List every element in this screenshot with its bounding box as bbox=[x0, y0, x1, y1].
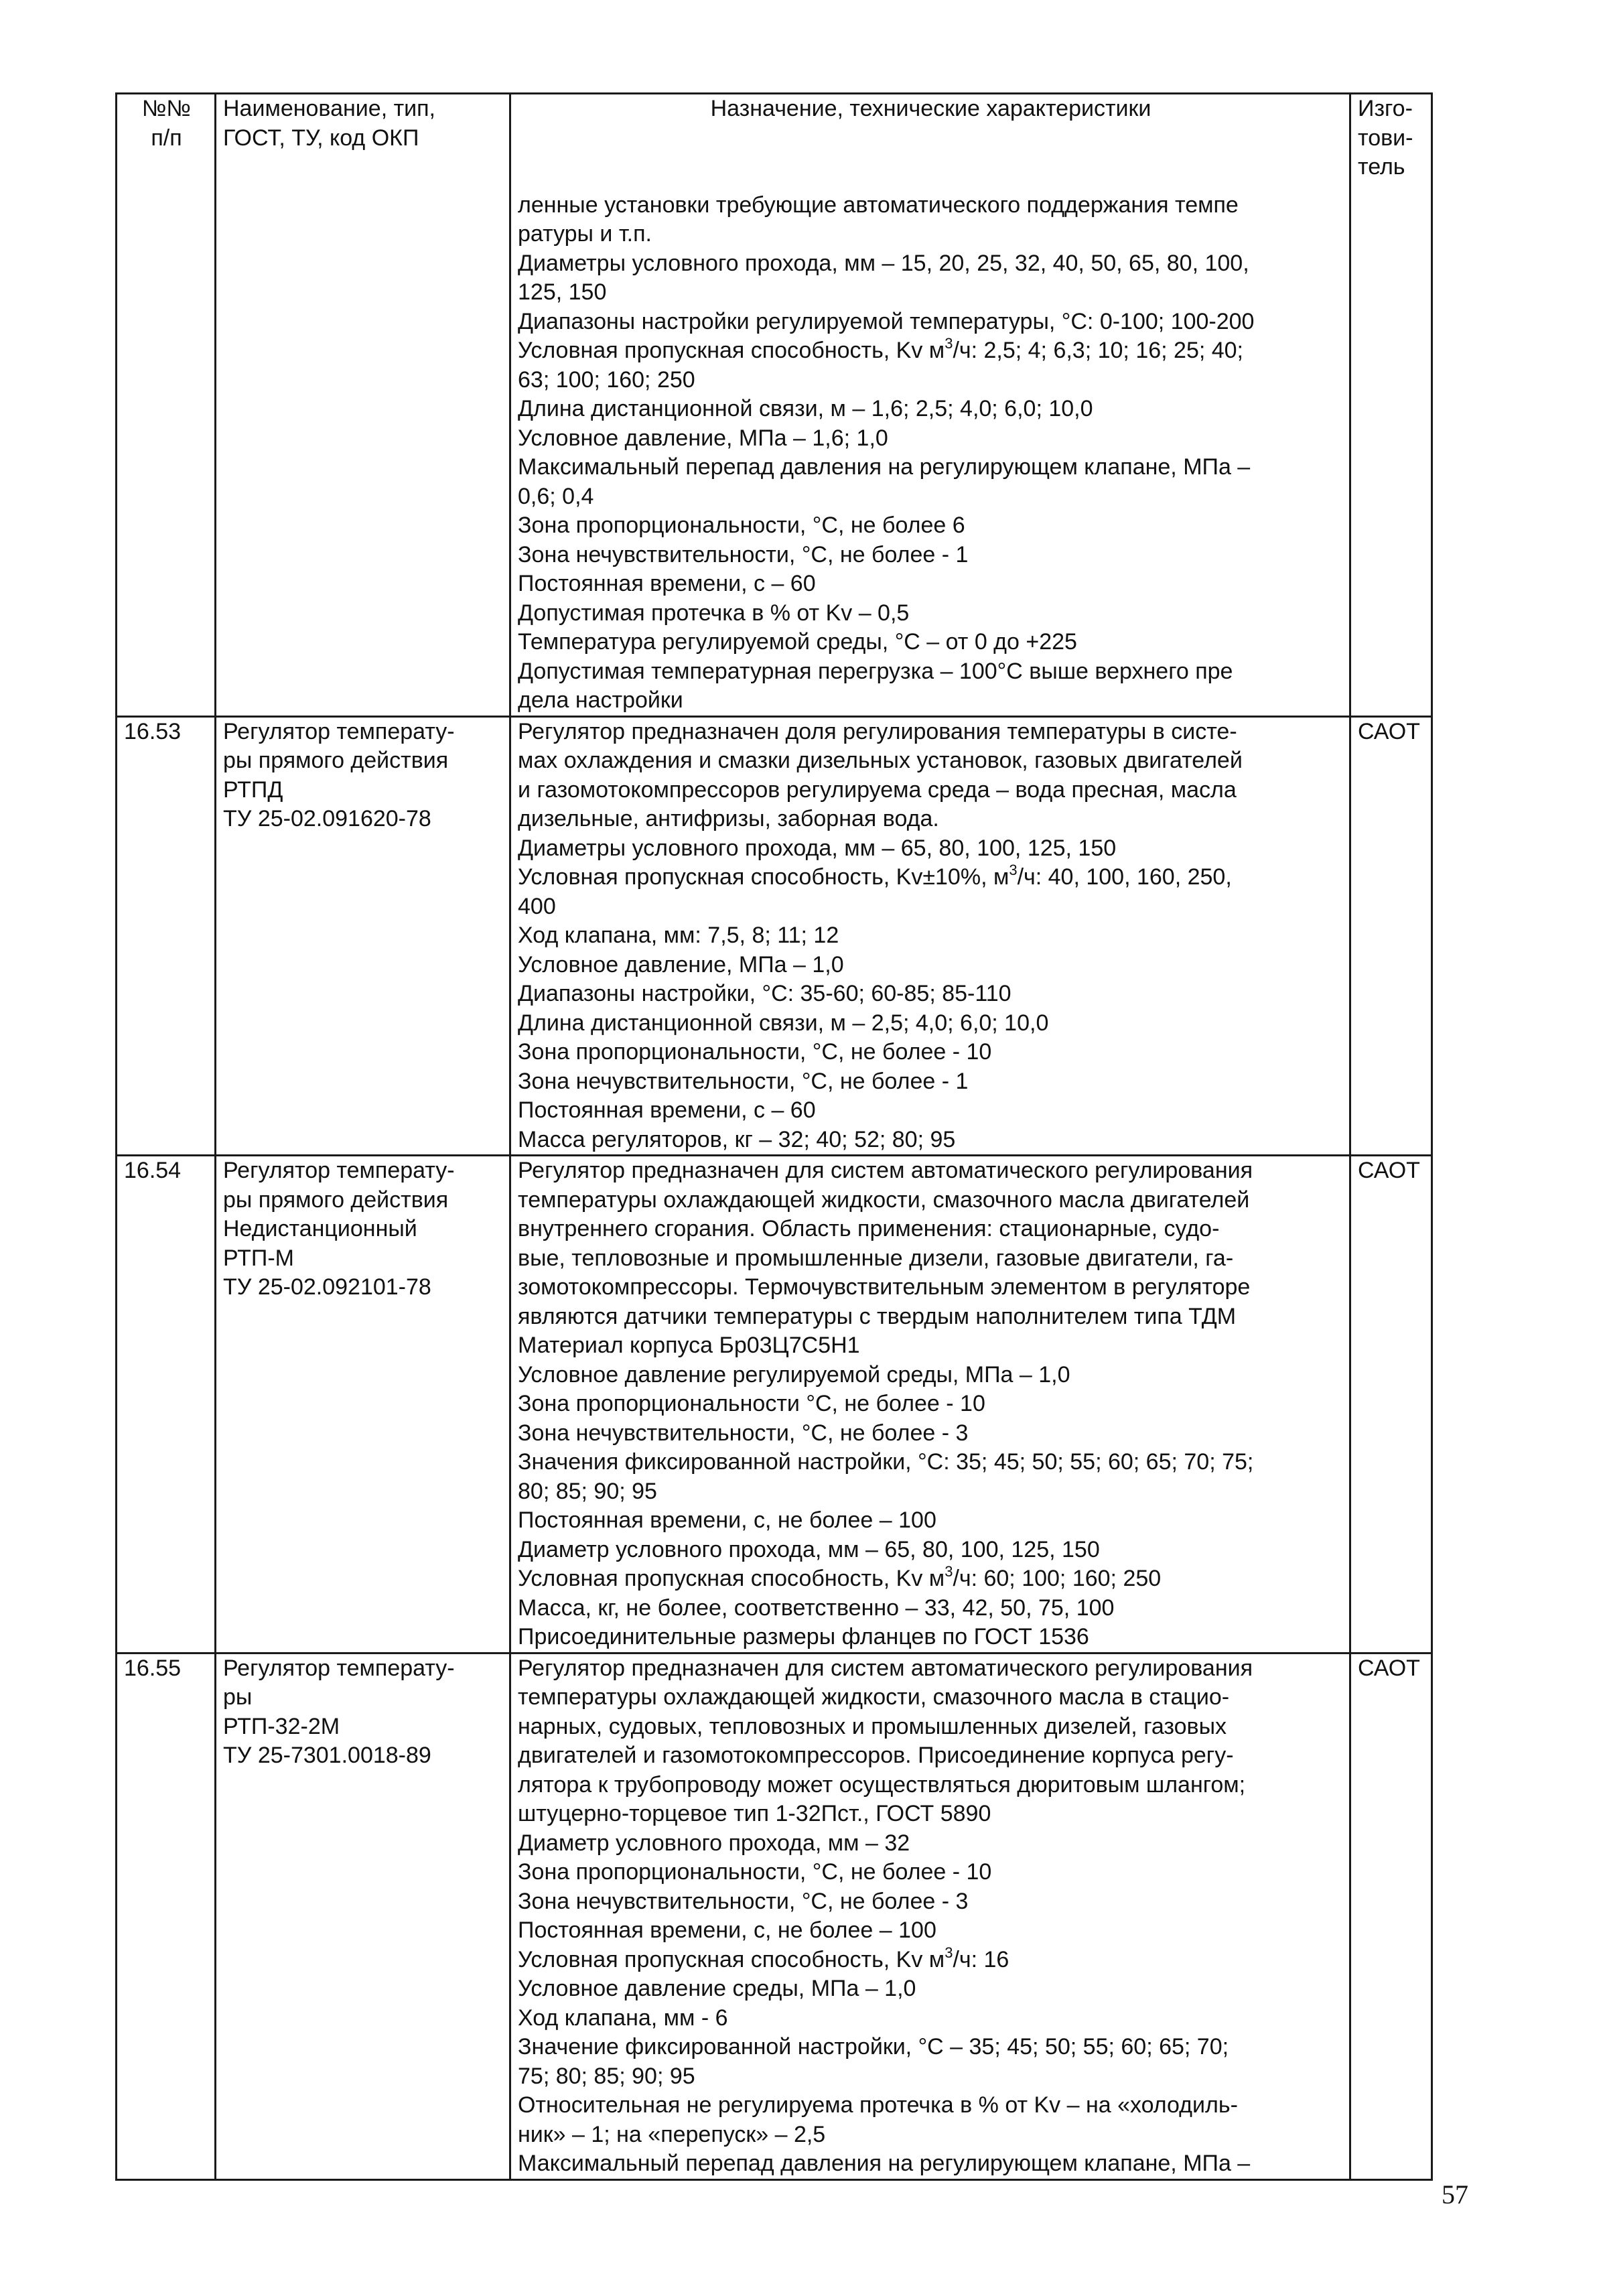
row-desc-line: Условное давление регулируемой среды, МПа – 1,0 bbox=[518, 1361, 1070, 1388]
row-desc-line: двигателей и газомотокомпрессоров. Присоединение корпуса регу- bbox=[518, 1743, 1234, 1768]
row-desc-line: штуцерно-торцевое тип 1-32Пст., ГОСТ 5890 bbox=[518, 1801, 991, 1826]
continuation-line: 125, 150 bbox=[518, 279, 607, 305]
row-desc-line: Постоянная времени, с, не более – 100 bbox=[518, 1507, 936, 1533]
header-num-cell bbox=[117, 94, 216, 717]
header-num-line-2: п/п bbox=[151, 125, 182, 151]
row-name-line: Недистанционный bbox=[223, 1216, 417, 1241]
continuation-line: Максимальный перепад давления на регулирующем клапане, МПа – bbox=[518, 454, 1251, 480]
row-name-line: ТУ 25-02.091620-78 bbox=[223, 806, 431, 831]
row-desc-line: Диаметр условного прохода, мм – 32 bbox=[518, 1830, 910, 1856]
row-desc-line: Присоединительные размеры фланцев по ГОСТ 1536 bbox=[518, 1624, 1089, 1649]
continuation-line: Диаметры условного прохода, мм – 15, 20, 25, 32, 40, 50, 65, 80, 100, bbox=[518, 250, 1249, 276]
header-desc: Назначение, технические характеристики bbox=[710, 96, 1152, 121]
row-desc-line: Зона нечувствительности, °С, не более - 3 bbox=[518, 1888, 969, 1914]
table-row bbox=[117, 716, 1432, 1156]
header-mfr-line-2: тови- bbox=[1358, 125, 1413, 151]
row-desc-line: Значение фиксированной настройки, °С – 35; 45; 50; 55; 60; 65; 70; bbox=[518, 2034, 1229, 2059]
row-desc-line: Значения фиксированной настройки, °С: 35; 45; 50; 55; 60; 65; 70; 75; bbox=[518, 1449, 1254, 1475]
continuation-line: ратуры и т.п. bbox=[518, 221, 652, 247]
table-header-row bbox=[117, 94, 1432, 717]
row-mfr-cell bbox=[1350, 1653, 1432, 2179]
row-desc-line: Условная пропускная способность, Kv $м^3/ч$: 16 bbox=[518, 1944, 1009, 1972]
row-desc-line: Постоянная времени, с – 60 bbox=[518, 1097, 816, 1123]
row-name-line: Регулятор температу- bbox=[223, 1158, 455, 1183]
table-row bbox=[117, 1156, 1432, 1653]
row-desc-line: мах охлаждения и смазки дизельных установок, газовых двигателей bbox=[518, 748, 1243, 773]
continuation-text bbox=[518, 191, 1344, 716]
row-desc-line: Зона пропорциональности, °С, не более - 10 bbox=[518, 1859, 992, 1885]
row-name-line: ры прямого действия bbox=[223, 748, 449, 773]
row-desc-line: нарных, судовых, тепловозных и промышленных дизелей, газовых bbox=[518, 1713, 1227, 1739]
row-desc-line: 400 bbox=[518, 893, 556, 919]
row-desc-cell bbox=[510, 1156, 1350, 1653]
row-name-cell bbox=[216, 1653, 510, 2179]
row-desc-line: Зона нечувствительности, °С, не более - 1 bbox=[518, 1068, 969, 1094]
continuation-line: Зона нечувствительности, °С, не более - 1 bbox=[518, 541, 969, 567]
continuation-line: 0,6; 0,4 bbox=[518, 483, 594, 509]
row-desc-line: Условное давление, МПа – 1,0 bbox=[518, 951, 844, 977]
continuation-line: ленные установки требующие автоматического поддержания темпе bbox=[518, 192, 1239, 218]
row-name-line: ТУ 25-02.092101-78 bbox=[223, 1274, 431, 1300]
header-num-line-1: №№ bbox=[142, 96, 191, 121]
row-manufacturer: САОТ bbox=[1358, 1655, 1420, 1681]
continuation-line: 63; 100; 160; 250 bbox=[518, 366, 695, 393]
continuation-line: Условное давление, МПа – 1,6; 1,0 bbox=[518, 425, 888, 451]
spec-table bbox=[115, 92, 1433, 2181]
row-desc-line: Относительная не регулируема протечка в % от Kv – на «холодиль- bbox=[518, 2092, 1238, 2118]
row-desc-line: Регулятор предназначен для систем автоматического регулирования bbox=[518, 1158, 1253, 1183]
row-name-line: ТУ 25-7301.0018-89 bbox=[223, 1743, 431, 1768]
row-desc-line: Ход клапана, мм: 7,5, 8; 11; 12 bbox=[518, 923, 839, 948]
row-name-line: Регулятор температу- bbox=[223, 1655, 455, 1681]
row-desc-line: ник» – 1; на «перепуск» – 2,5 bbox=[518, 2121, 826, 2147]
row-desc-line: Зона пропорциональности °С, не более - 10 bbox=[518, 1391, 985, 1416]
row-desc-line: Регулятор предназначен для систем автоматического регулирования bbox=[518, 1655, 1253, 1681]
row-name-cell bbox=[216, 1156, 510, 1653]
row-mfr-cell bbox=[1350, 716, 1432, 1156]
row-name-line: РТПД bbox=[223, 776, 283, 803]
row-num-cell bbox=[117, 1156, 216, 1653]
row-num-cell bbox=[117, 1653, 216, 2179]
continuation-line: Зона пропорциональности, °С, не более 6 bbox=[518, 513, 965, 538]
row-desc-line: Диаметр условного прохода, мм – 65, 80, 100, 125, 150 bbox=[518, 1536, 1100, 1562]
continuation-line: дела настройки bbox=[518, 687, 683, 713]
row-desc-line: Регулятор предназначен доля регулирования температуры в систе- bbox=[518, 718, 1237, 744]
row-number: 16.55 bbox=[124, 1655, 182, 1681]
header-name-cell bbox=[216, 94, 510, 717]
row-desc-line: температуры охлаждающей жидкости, смазочного масла двигателей bbox=[518, 1187, 1250, 1213]
row-desc-line: 80; 85; 90; 95 bbox=[518, 1478, 657, 1504]
row-name-line: ры bbox=[223, 1684, 253, 1710]
row-desc-line: и газомотокомпрессоров регулируема среда – вода пресная, масла bbox=[518, 776, 1237, 803]
continuation-line: Допустимая температурная перегрузка – 100°С выше верхнего пре bbox=[518, 658, 1233, 684]
row-desc-line: Постоянная времени, с, не более – 100 bbox=[518, 1917, 936, 1943]
continuation-line: Температура регулируемой среды, °С – от 0 до +225 bbox=[518, 629, 1077, 655]
header-desc-cell bbox=[510, 94, 1350, 717]
header-mfr-line-3: тель bbox=[1358, 154, 1405, 180]
table-row bbox=[117, 1653, 1432, 2179]
row-mfr-cell bbox=[1350, 1156, 1432, 1653]
row-name-line: ры прямого действия bbox=[223, 1187, 449, 1213]
row-desc-cell bbox=[510, 1653, 1350, 2179]
page-number: 57 bbox=[1442, 2179, 1468, 2210]
row-manufacturer: САОТ bbox=[1358, 1158, 1420, 1183]
row-name-line: Регулятор температу- bbox=[223, 718, 455, 744]
row-desc-line: лятора к трубопроводу может осуществляться дюритовым шлангом; bbox=[518, 1771, 1246, 1798]
continuation-line: Условная пропускная способность, Kv $м^3/ч$: 2,5; 4; 6,3; 10; 16; 25; 40; bbox=[518, 335, 1244, 363]
row-desc-line: Длина дистанционной связи, м – 2,5; 4,0; 6,0; 10,0 bbox=[518, 1010, 1049, 1036]
row-desc-line: Материал корпуса Бр03Ц7С5Н1 bbox=[518, 1333, 860, 1358]
row-desc-line: Условное давление среды, МПа – 1,0 bbox=[518, 1976, 916, 2001]
row-num-cell bbox=[117, 716, 216, 1156]
header-name-line-2: ГОСТ, ТУ, код ОКП bbox=[223, 125, 419, 151]
row-name-cell bbox=[216, 716, 510, 1156]
row-name-line: РТП-32-2М bbox=[223, 1713, 340, 1739]
row-name-line: РТП-М bbox=[223, 1245, 295, 1271]
row-desc-line: Максимальный перепад давления на регулирующем клапане, МПа – bbox=[518, 2151, 1251, 2176]
header-mfr-cell bbox=[1350, 94, 1432, 717]
continuation-line: Диапазоны настройки регулируемой температуры, °С: 0-100; 100-200 bbox=[518, 308, 1255, 334]
table-body bbox=[117, 716, 1432, 2179]
row-number: 16.53 bbox=[124, 718, 182, 744]
row-desc-line: Диаметры условного прохода, мм – 65, 80, 100, 125, 150 bbox=[518, 835, 1117, 861]
continuation-line: Постоянная времени, с – 60 bbox=[518, 571, 816, 596]
header-name-line-1: Наименование, тип, bbox=[223, 96, 436, 121]
row-desc-line: температуры охлаждающей жидкости, смазочного масла в стацио- bbox=[518, 1684, 1230, 1710]
row-desc-line: Условная пропускная способность, Kv±10%, $м^3/ч$: 40, 100, 160, 250, bbox=[518, 862, 1232, 890]
row-desc-line: Ход клапана, мм - 6 bbox=[518, 2005, 728, 2031]
row-desc-line: являются датчики температуры с твердым наполнителем типа ТДМ bbox=[518, 1303, 1237, 1329]
continuation-line: Длина дистанционной связи, м – 1,6; 2,5; 4,0; 6,0; 10,0 bbox=[518, 396, 1093, 421]
row-desc-line: Зона пропорциональности, °С, не более - 10 bbox=[518, 1039, 992, 1065]
row-desc-line: Масса, кг, не более, соответственно – 33, 42, 50, 75, 100 bbox=[518, 1595, 1115, 1621]
row-desc-line: Зона нечувствительности, °С, не более - 3 bbox=[518, 1420, 969, 1446]
row-desc-line: дизельные, антифризы, заборная вода. bbox=[518, 806, 939, 831]
row-desc-line: Условная пропускная способность, Kv $м^3/ч$: 60; 100; 160; 250 bbox=[518, 1563, 1162, 1591]
row-manufacturer: САОТ bbox=[1358, 718, 1420, 744]
row-desc-cell bbox=[510, 716, 1350, 1156]
row-desc-line: вые, тепловозные и промышленные дизели, газовые двигатели, га- bbox=[518, 1245, 1234, 1271]
row-desc-line: 75; 80; 85; 90; 95 bbox=[518, 2063, 695, 2089]
row-desc-line: внутреннего сгорания. Область применения: стационарные, судо- bbox=[518, 1216, 1220, 1241]
row-desc-line: зомотокомпрессоры. Термочувствительным элементом в регуляторе bbox=[518, 1274, 1251, 1300]
row-number: 16.54 bbox=[124, 1158, 182, 1183]
header-mfr-line-1: Изго- bbox=[1358, 96, 1413, 121]
continuation-line: Допустимая протечка в % от Kv – 0,5 bbox=[518, 600, 910, 626]
row-desc-line: Диапазоны настройки, °С: 35-60; 60-85; 85-110 bbox=[518, 981, 1011, 1006]
row-desc-line: Масса регуляторов, кг – 32; 40; 52; 80; 95 bbox=[518, 1126, 956, 1152]
